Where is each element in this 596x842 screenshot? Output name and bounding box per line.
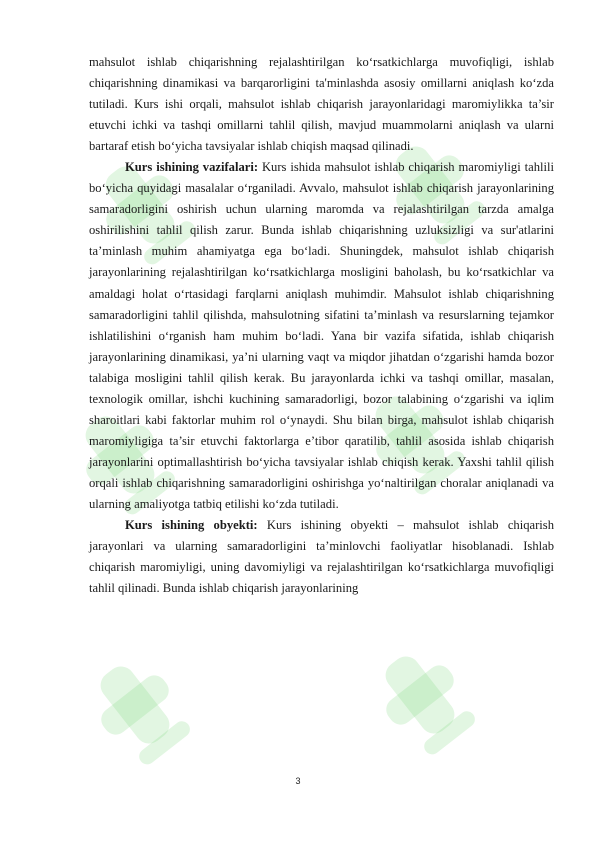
tasks-heading: Kurs ishining vazifalari: [125, 160, 259, 175]
page-body [89, 52, 554, 599]
paragraph-tasks [89, 157, 554, 515]
paragraph-object [89, 515, 554, 599]
paragraph-object-text: Kurs ishining obyekti – mahsulot ishlab chiqarish jarayonlari va ularning samaradorligini ta’minlovchi faoliyatlar hisoblanadi. Ishlab chiqarish maromiyligi, uning davomiyligi va rejalashtirilgan ko‘rsatkichlarga muvofiqligi tahlil qilinadi. Bunda ishlab chiqarish jarayonlarining [89, 518, 555, 596]
paragraph-intro [89, 52, 554, 157]
object-heading: Kurs ishining obyekti: [125, 518, 258, 533]
paragraph-intro-text: mahsulot ishlab chiqarishning rejalashtirilgan ko‘rsatkichlarga muvofiqligi, ishlab chiqarishning dinamikasi va barqarorligini ta'minlashda asosiy omillarni aniqlash ko‘zda tutiladi. Kurs ishi orqali, mahsulot ishlab chiqarish jarayonlaridagi maromiylikka ta’sir etuvchi ichki va tashqi omillarni tahlil qilish, mavjud muammolarni aniqlash va ularni bartaraf etish bo‘yicha tavsiyalar ishlab chiqish maqsad qilinadi. [89, 55, 554, 154]
page-number: 3 [295, 776, 301, 786]
paragraph-tasks-text: Kurs ishida mahsulot ishlab chiqarish maromiyligi tahlili bo‘yicha quyidagi masalalar o‘rganiladi. Avvalo, mahsulot ishlab chiqarish jarayonlarining samaradorligini oshirish uchun ularning maromda va rejalashtirilgan tarzda amalga oshirilishini tahlil qilish zarur. Bunda ishlab chiqarishning uzluksizligi va sur'atlarini ta’minlash muhim ahamiyatga ega bo‘ladi. Shuningdek, mahsulot ishlab chiqarish jarayonlarining rejalashtirilgan ko‘rsatkichlarga mosligini baholash, bu ko‘rsatkichlar va amaldagi holat o‘rtasidagi farqlarni aniqlash muhimdir. Mahsulot ishlab chiqarishning samaradorligini tahlil qilishda, mahsulotning sifatini ta’minlash va resurslarning tejamkor ishlatilishini o‘rganish ham muhim bo‘ladi. Yana bir vazifa sifatida, ishlab chiqarish jarayonlarining dinamikasi, ya’ni ularning vaqt va miqdor jihatdan o‘zgarishi hamda bozor talabiga mosligini tahlil qilish kerak. Bu jarayonlarda ichki va tashqi omillar, masalan, texnologik omillar, ishchi kuchining samaradorligi, bozor talabining o‘zgarishi va iqlim sharoitlari kabi faktorlar muhim rol o‘ynaydi. Shu bilan birga, mahsulot ishlab chiqarish maromiyligiga ta’sir etuvchi faktorlarga e’tibor qaratilib, tahlil asosida ishlab chiqarish jarayonlarini optimallashtirish bo‘yicha tavsiyalar ishlab chiqish kerak. Yaxshi tahlil qilish orqali ishlab chiqarishning samaradorligini oshirishga yo‘naltirilgan choralar aniqlanadi va ularning amaliyotga tatbiq etilishi ko‘zda tutiladi. [89, 160, 555, 511]
